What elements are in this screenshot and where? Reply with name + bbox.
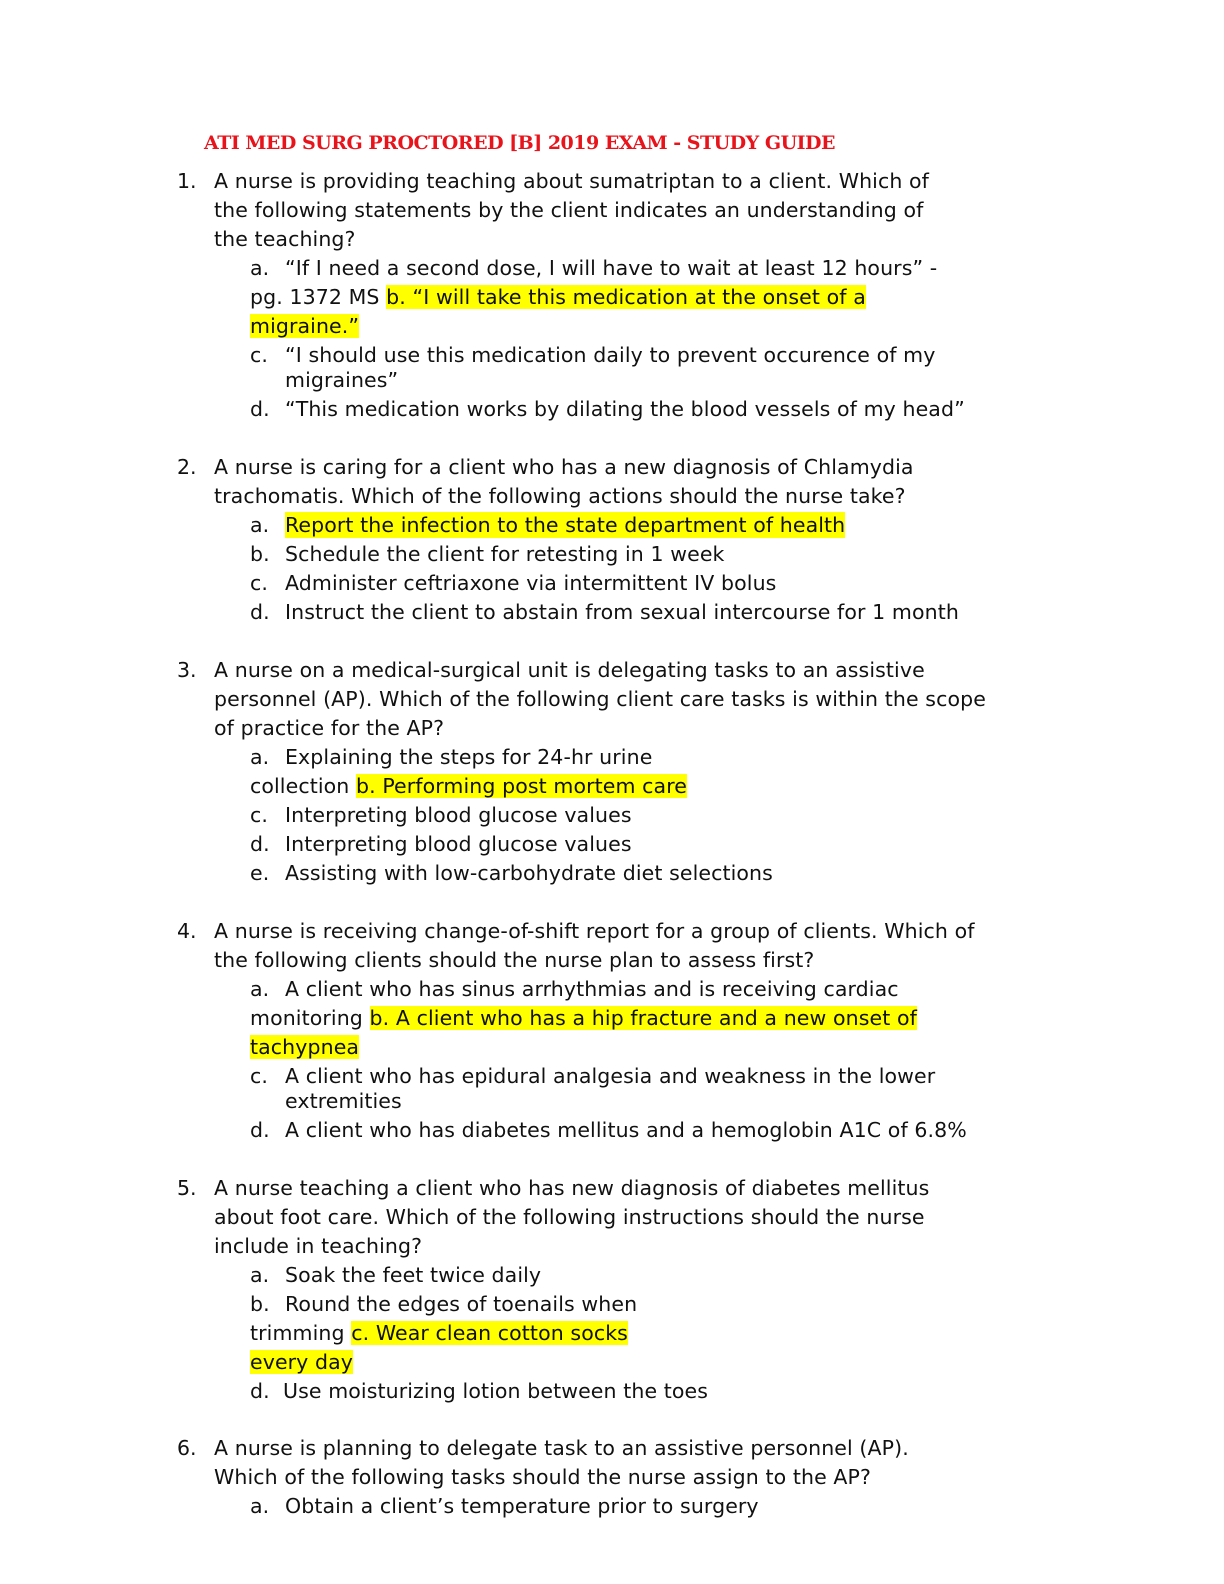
option-label: d. — [250, 1118, 270, 1142]
option-label: e. — [250, 861, 270, 885]
question-stem-line: the teaching? — [214, 227, 356, 251]
option-text: A client who has epidural analgesia and weakness in the lower — [285, 1064, 936, 1088]
question-stem-line: A nurse teaching a client who has new diagnosis of diabetes mellitus — [214, 1176, 930, 1200]
correct-answer-highlight: migraine.” — [250, 314, 360, 338]
question-number: 2. — [177, 455, 197, 479]
option-line — [250, 1349, 353, 1375]
option-text: Schedule the client for retesting in 1 week — [285, 542, 725, 566]
correct-answer-highlight: b. A client who has a hip fracture and a new onset of — [369, 1006, 917, 1030]
question-stem-line: A nurse on a medical-surgical unit is delegating tasks to an assistive — [214, 658, 925, 682]
option-line — [250, 313, 359, 339]
option-text: “I should use this medication daily to prevent occurence of my — [285, 343, 936, 367]
option-line — [250, 1034, 359, 1060]
option-line — [250, 1005, 917, 1031]
option-text: Obtain a client’s temperature prior to surgery — [285, 1494, 759, 1518]
question-number: 5. — [177, 1176, 197, 1200]
option-label: a. — [250, 513, 270, 537]
option-text: “This medication works by dilating the blood vessels of my head” — [285, 397, 965, 421]
correct-answer-highlight: Report the infection to the state department of health — [285, 513, 846, 537]
question-stem-line: the following statements by the client indicates an understanding of — [214, 198, 924, 222]
question-number: 4. — [177, 919, 197, 943]
question-stem-line: include in teaching? — [214, 1234, 423, 1258]
option-label: c. — [250, 803, 268, 827]
option-label: d. — [250, 832, 270, 856]
question-stem-line: the following clients should the nurse plan to assess first? — [214, 948, 815, 972]
option-text: A client who has diabetes mellitus and a hemoglobin A1C of 6.8% — [285, 1118, 967, 1142]
option-label: a. — [250, 256, 270, 280]
question-stem-line: personnel (AP). Which of the following client care tasks is within the scope — [214, 687, 986, 711]
option-label: a. — [250, 977, 270, 1001]
option-label: c. — [250, 571, 268, 595]
correct-answer-highlight: tachypnea — [250, 1035, 360, 1059]
option-label: a. — [250, 1494, 270, 1518]
option-line — [250, 284, 866, 310]
option-label: d. — [250, 600, 270, 624]
question-stem-line: Which of the following tasks should the nurse assign to the AP? — [214, 1465, 871, 1489]
correct-answer-highlight: b. Performing post mortem care — [355, 774, 688, 798]
option-label: a. — [250, 745, 270, 769]
option-text: Assisting with low-carbohydrate diet selections — [285, 861, 773, 885]
question-number: 6. — [177, 1436, 197, 1460]
correct-answer-highlight: every day — [250, 1350, 354, 1374]
question-stem-line: about foot care. Which of the following instructions should the nurse — [214, 1205, 925, 1229]
option-text: Round the edges of toenails when — [285, 1292, 638, 1316]
option-label: c. — [250, 1064, 268, 1088]
option-line — [250, 1320, 628, 1346]
question-stem-line: of practice for the AP? — [214, 716, 445, 740]
option-text: migraines” — [285, 368, 399, 392]
question-number: 1. — [177, 169, 197, 193]
option-text: Explaining the steps for 24-hr urine — [285, 745, 653, 769]
question-number: 3. — [177, 658, 197, 682]
option-text: Soak the feet twice daily — [285, 1263, 542, 1287]
option-text: Interpreting blood glucose values — [285, 832, 632, 856]
option-text: Interpreting blood glucose values — [285, 803, 632, 827]
option-text: Instruct the client to abstain from sexual intercourse for 1 month — [285, 600, 959, 624]
option-text: monitoring — [250, 1006, 363, 1030]
option-text: Administer ceftriaxone via intermittent IV bolus — [285, 571, 777, 595]
option-text: Use moisturizing lotion between the toes — [283, 1379, 709, 1403]
option-label: b. — [250, 1292, 270, 1316]
option-label: d. — [250, 397, 270, 421]
option-text: collection — [250, 774, 350, 798]
question-stem-line: A nurse is providing teaching about sumatriptan to a client. Which of — [214, 169, 930, 193]
option-label: d. — [250, 1379, 270, 1403]
correct-answer-highlight: b. “I will take this medication at the onset of a — [386, 285, 866, 309]
document-title: ATI MED SURG PROCTORED [B] 2019 EXAM - STUDY GUIDE — [204, 132, 835, 154]
option-text: A client who has sinus arrhythmias and is receiving cardiac — [285, 977, 899, 1001]
question-stem-line: A nurse is caring for a client who has a new diagnosis of Chlamydia — [214, 455, 914, 479]
option-label: a. — [250, 1263, 270, 1287]
option-text: pg. 1372 MS — [250, 285, 380, 309]
option-text: extremities — [285, 1089, 402, 1113]
option-text: “If I need a second dose, I will have to wait at least 12 hours” - — [285, 256, 938, 280]
question-stem-line: A nurse is receiving change-of-shift report for a group of clients. Which of — [214, 919, 975, 943]
option-line — [250, 773, 687, 799]
correct-answer-highlight: c. Wear clean cotton socks — [351, 1321, 628, 1345]
option-text: trimming — [250, 1321, 345, 1345]
option-label: c. — [250, 343, 268, 367]
question-stem-line: trachomatis. Which of the following actions should the nurse take? — [214, 484, 906, 508]
question-stem-line: A nurse is planning to delegate task to an assistive personnel (AP). — [214, 1436, 909, 1460]
option-label: b. — [250, 542, 270, 566]
